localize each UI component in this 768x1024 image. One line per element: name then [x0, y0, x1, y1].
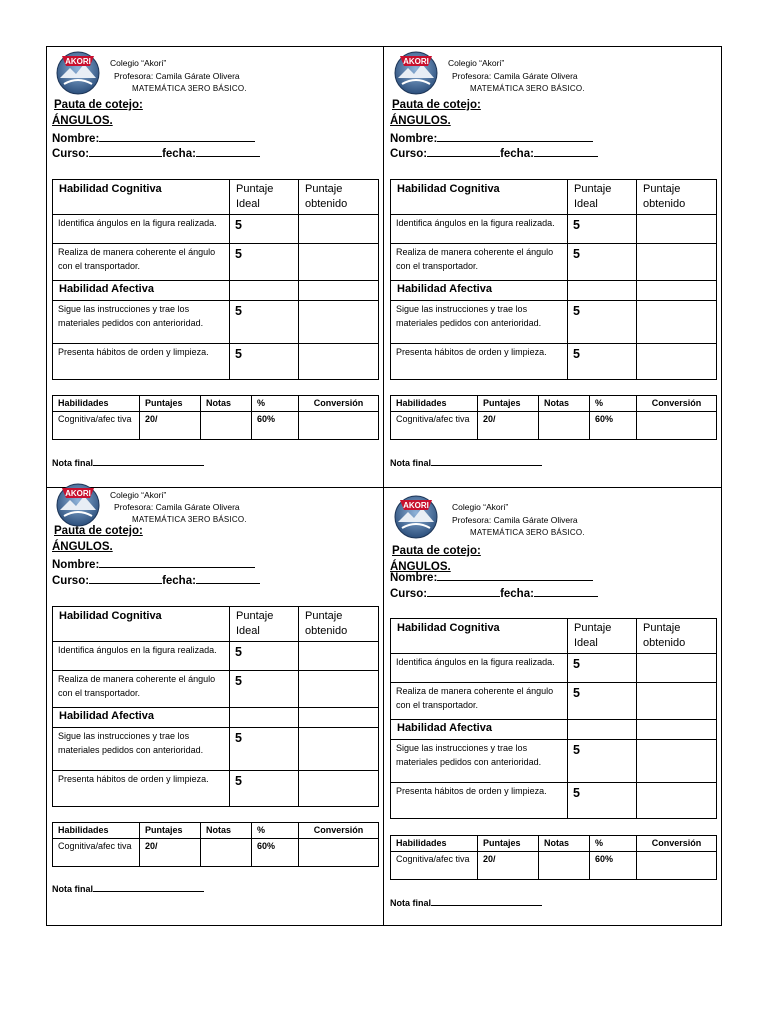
skill-row-ideal: 5: [568, 301, 637, 344]
affective-header-ideal: [230, 281, 299, 301]
grades-cell: Cognitiva/afec tiva: [53, 412, 140, 440]
skill-row-obtained[interactable]: [299, 671, 379, 708]
skill-row-text: Sigue las instrucciones y trae los materiales pedidos con anterioridad.: [53, 301, 230, 344]
col-obtained-header: Puntaje obtenido: [299, 180, 379, 215]
affective-header-obtained: [637, 281, 717, 301]
final-grade-blank[interactable]: [431, 457, 542, 466]
skill-row-text: Sigue las instrucciones y trae los materiales pedidos con anterioridad.: [53, 728, 230, 771]
skill-row-obtained[interactable]: [299, 301, 379, 344]
skill-row-text: Identifica ángulos en la figura realizada.: [391, 654, 568, 683]
skill-row-ideal: 5: [230, 771, 299, 807]
name-blank[interactable]: [437, 131, 593, 142]
final-grade-label: Nota final: [52, 458, 94, 468]
skill-row-text: Identifica ángulos en la figura realizada.: [53, 642, 230, 671]
logo-text: AKORI: [65, 57, 91, 66]
grades-cell: 20/: [140, 839, 201, 867]
form-topic: ÁNGULOS.: [390, 561, 451, 573]
final-grade-field[interactable]: [52, 457, 204, 468]
skill-row-ideal: 5: [230, 344, 299, 380]
name-blank[interactable]: [99, 557, 255, 568]
subject-line: MATEMÁTICA 3ERO BÁSICO.: [132, 84, 247, 93]
affective-header: Habilidad Afectiva: [391, 720, 568, 740]
grades-cell: 60%: [590, 412, 637, 440]
grades-header: Notas: [539, 396, 590, 412]
affective-header-ideal: [230, 708, 299, 728]
grades-table: [52, 395, 379, 440]
name-blank[interactable]: [99, 131, 255, 142]
grades-header: Conversión: [637, 836, 717, 852]
grades-header: Conversión: [299, 823, 379, 839]
final-grade-label: Nota final: [52, 884, 94, 894]
skill-row-obtained[interactable]: [299, 642, 379, 671]
grades-cell: 60%: [252, 412, 299, 440]
skills-checklist-table: [390, 179, 717, 380]
col-obtained-header: Puntaje obtenido: [299, 607, 379, 642]
skill-row-text: Presenta hábitos de orden y limpieza.: [53, 344, 230, 380]
affective-header-ideal: [568, 281, 637, 301]
final-grade-field[interactable]: [390, 457, 542, 468]
final-grade-label: Nota final: [390, 898, 432, 908]
grades-cell[interactable]: [637, 852, 717, 880]
date-label: fecha:: [162, 148, 196, 160]
grades-header: Notas: [539, 836, 590, 852]
grades-header: %: [252, 396, 299, 412]
grades-header: Habilidades: [53, 823, 140, 839]
course-label: Curso:: [390, 588, 428, 600]
col-ideal-header: Puntaje Ideal: [568, 619, 637, 654]
date-blank[interactable]: [196, 573, 260, 584]
skill-row-obtained[interactable]: [637, 654, 717, 683]
grades-cell: Cognitiva/afec tiva: [391, 412, 478, 440]
form-title: Pauta de cotejo:: [392, 99, 481, 111]
grades-header: Habilidades: [391, 836, 478, 852]
school-name: Colegio “Akori”: [110, 58, 167, 68]
skill-row-obtained[interactable]: [299, 344, 379, 380]
col-skill-header: Habilidad Cognitiva: [391, 619, 568, 654]
col-skill-header: Habilidad Cognitiva: [391, 180, 568, 215]
name-label: Nombre:: [52, 133, 100, 145]
teacher-name: Profesora: Camila Gárate Olivera: [114, 71, 240, 81]
course-label: Curso:: [390, 148, 428, 160]
evaluation-card: [46, 46, 376, 476]
teacher-name: Profesora: Camila Gárate Olivera: [452, 71, 578, 81]
school-logo-icon: [392, 48, 440, 96]
grades-cell[interactable]: [539, 852, 590, 880]
skill-row-ideal: 5: [230, 301, 299, 344]
course-label: Curso:: [52, 148, 90, 160]
skill-row-ideal: 5: [568, 683, 637, 720]
logo-text: AKORI: [403, 501, 429, 510]
grades-table: [390, 395, 717, 440]
grades-header: %: [590, 396, 637, 412]
grades-header: %: [252, 823, 299, 839]
affective-header-obtained: [637, 720, 717, 740]
date-blank[interactable]: [534, 146, 598, 157]
logo-text: AKORI: [403, 57, 429, 66]
date-label: fecha:: [500, 148, 534, 160]
grades-cell: 20/: [478, 852, 539, 880]
form-title: Pauta de cotejo:: [54, 99, 143, 111]
grades-header: Habilidades: [53, 396, 140, 412]
skill-row-ideal: 5: [230, 671, 299, 708]
skill-row-text: Realiza de manera coherente el ángulo con el transportador.: [391, 244, 568, 281]
skill-row-text: Presenta hábitos de orden y limpieza.: [391, 783, 568, 819]
form-title: Pauta de cotejo:: [54, 525, 143, 537]
skill-row-ideal: 5: [230, 642, 299, 671]
subject-line: MATEMÁTICA 3ERO BÁSICO.: [470, 528, 585, 537]
skill-row-obtained[interactable]: [637, 215, 717, 244]
grades-cell: Cognitiva/afec tiva: [53, 839, 140, 867]
affective-header: Habilidad Afectiva: [53, 281, 230, 301]
final-grade-field[interactable]: [52, 883, 204, 894]
form-topic: ÁNGULOS.: [52, 115, 113, 127]
skill-row-obtained[interactable]: [637, 683, 717, 720]
course-blank[interactable]: [427, 146, 500, 157]
final-grade-blank[interactable]: [431, 897, 542, 906]
name-blank[interactable]: [437, 570, 593, 581]
grades-cell: Cognitiva/afec tiva: [391, 852, 478, 880]
subject-line: MATEMÁTICA 3ERO BÁSICO.: [132, 515, 247, 524]
col-ideal-header: Puntaje Ideal: [230, 180, 299, 215]
form-topic: ÁNGULOS.: [52, 541, 113, 553]
date-blank[interactable]: [196, 146, 260, 157]
skill-row-text: Presenta hábitos de orden y limpieza.: [391, 344, 568, 380]
skill-row-obtained[interactable]: [637, 244, 717, 281]
teacher-name: Profesora: Camila Gárate Olivera: [114, 502, 240, 512]
school-logo-icon: [392, 492, 440, 540]
grades-header: Notas: [201, 823, 252, 839]
grades-cell[interactable]: [299, 412, 379, 440]
skill-row-ideal: 5: [568, 244, 637, 281]
evaluation-card: [46, 486, 376, 916]
skill-row-ideal: 5: [568, 344, 637, 380]
date-label: fecha:: [162, 575, 196, 587]
skill-row-text: Realiza de manera coherente el ángulo con el transportador.: [53, 671, 230, 708]
grades-header: Notas: [201, 396, 252, 412]
skill-row-ideal: 5: [568, 740, 637, 783]
course-blank[interactable]: [89, 573, 162, 584]
teacher-name: Profesora: Camila Gárate Olivera: [452, 515, 578, 525]
skill-row-text: Realiza de manera coherente el ángulo con el transportador.: [53, 244, 230, 281]
evaluation-card: [384, 46, 714, 476]
skills-checklist-table: [390, 618, 717, 819]
skill-row-obtained[interactable]: [299, 771, 379, 807]
grades-cell[interactable]: [201, 412, 252, 440]
final-grade-label: Nota final: [390, 458, 432, 468]
skill-row-ideal: 5: [230, 728, 299, 771]
col-skill-header: Habilidad Cognitiva: [53, 607, 230, 642]
skill-row-ideal: 5: [230, 215, 299, 244]
evaluation-card: [384, 486, 714, 916]
skill-row-obtained[interactable]: [299, 215, 379, 244]
affective-header-obtained: [299, 281, 379, 301]
affective-header: Habilidad Afectiva: [53, 708, 230, 728]
school-logo-icon: [54, 48, 102, 96]
skill-row-obtained[interactable]: [299, 244, 379, 281]
name-field[interactable]: [390, 570, 593, 584]
school-logo-icon: [54, 480, 102, 528]
col-obtained-header: Puntaje obtenido: [637, 619, 717, 654]
affective-header-ideal: [568, 720, 637, 740]
skill-row-text: Identifica ángulos en la figura realizada.: [391, 215, 568, 244]
school-name: Colegio “Akori”: [452, 502, 509, 512]
course-blank[interactable]: [89, 146, 162, 157]
col-ideal-header: Puntaje Ideal: [568, 180, 637, 215]
date-label: fecha:: [500, 588, 534, 600]
logo-text: AKORI: [65, 489, 91, 498]
form-topic: ÁNGULOS.: [390, 115, 451, 127]
grades-header: Puntajes: [140, 396, 201, 412]
grades-header: Puntajes: [478, 836, 539, 852]
skill-row-obtained[interactable]: [637, 740, 717, 783]
skill-row-ideal: 5: [568, 215, 637, 244]
name-field[interactable]: [390, 131, 593, 145]
course-date-field[interactable]: [390, 146, 598, 160]
skill-row-obtained[interactable]: [637, 344, 717, 380]
skill-row-text: Presenta hábitos de orden y limpieza.: [53, 771, 230, 807]
skill-row-text: Realiza de manera coherente el ángulo con el transportador.: [391, 683, 568, 720]
skill-row-text: Sigue las instrucciones y trae los materiales pedidos con anterioridad.: [391, 301, 568, 344]
final-grade-blank[interactable]: [93, 457, 204, 466]
skill-row-ideal: 5: [230, 244, 299, 281]
name-field[interactable]: [52, 557, 255, 571]
col-obtained-header: Puntaje obtenido: [637, 180, 717, 215]
skill-row-ideal: 5: [568, 783, 637, 819]
course-date-field[interactable]: [52, 573, 260, 587]
grades-cell[interactable]: [539, 412, 590, 440]
grades-cell: 20/: [478, 412, 539, 440]
date-blank[interactable]: [534, 586, 598, 597]
name-label: Nombre:: [52, 559, 100, 571]
skill-row-obtained[interactable]: [299, 728, 379, 771]
grades-cell: 60%: [590, 852, 637, 880]
course-blank[interactable]: [427, 586, 500, 597]
affective-header: Habilidad Afectiva: [391, 281, 568, 301]
grades-cell: 60%: [252, 839, 299, 867]
affective-header-obtained: [299, 708, 379, 728]
school-name: Colegio “Akori”: [448, 58, 505, 68]
grades-cell: 20/: [140, 412, 201, 440]
col-skill-header: Habilidad Cognitiva: [53, 180, 230, 215]
skills-checklist-table: [52, 606, 379, 807]
name-label: Nombre:: [390, 572, 438, 584]
course-date-field[interactable]: [52, 146, 260, 160]
grades-header: Puntajes: [478, 396, 539, 412]
skill-row-text: Identifica ángulos en la figura realizada.: [53, 215, 230, 244]
school-name: Colegio “Akori”: [110, 490, 167, 500]
grades-cell[interactable]: [299, 839, 379, 867]
grades-cell[interactable]: [201, 839, 252, 867]
skill-row-ideal: 5: [568, 654, 637, 683]
name-field[interactable]: [52, 131, 255, 145]
grades-cell[interactable]: [637, 412, 717, 440]
grades-header: Puntajes: [140, 823, 201, 839]
name-label: Nombre:: [390, 133, 438, 145]
course-label: Curso:: [52, 575, 90, 587]
course-date-field[interactable]: [390, 586, 598, 600]
final-grade-field[interactable]: [390, 897, 542, 908]
grades-header: %: [590, 836, 637, 852]
grades-header: Conversión: [637, 396, 717, 412]
skill-row-obtained[interactable]: [637, 301, 717, 344]
grades-header: Conversión: [299, 396, 379, 412]
skill-row-text: Sigue las instrucciones y trae los materiales pedidos con anterioridad.: [391, 740, 568, 783]
subject-line: MATEMÁTICA 3ERO BÁSICO.: [470, 84, 585, 93]
form-title: Pauta de cotejo:: [392, 545, 481, 557]
skill-row-obtained[interactable]: [637, 783, 717, 819]
grades-table: [390, 835, 717, 880]
grades-header: Habilidades: [391, 396, 478, 412]
skills-checklist-table: [52, 179, 379, 380]
final-grade-blank[interactable]: [93, 883, 204, 892]
col-ideal-header: Puntaje Ideal: [230, 607, 299, 642]
grades-table: [52, 822, 379, 867]
